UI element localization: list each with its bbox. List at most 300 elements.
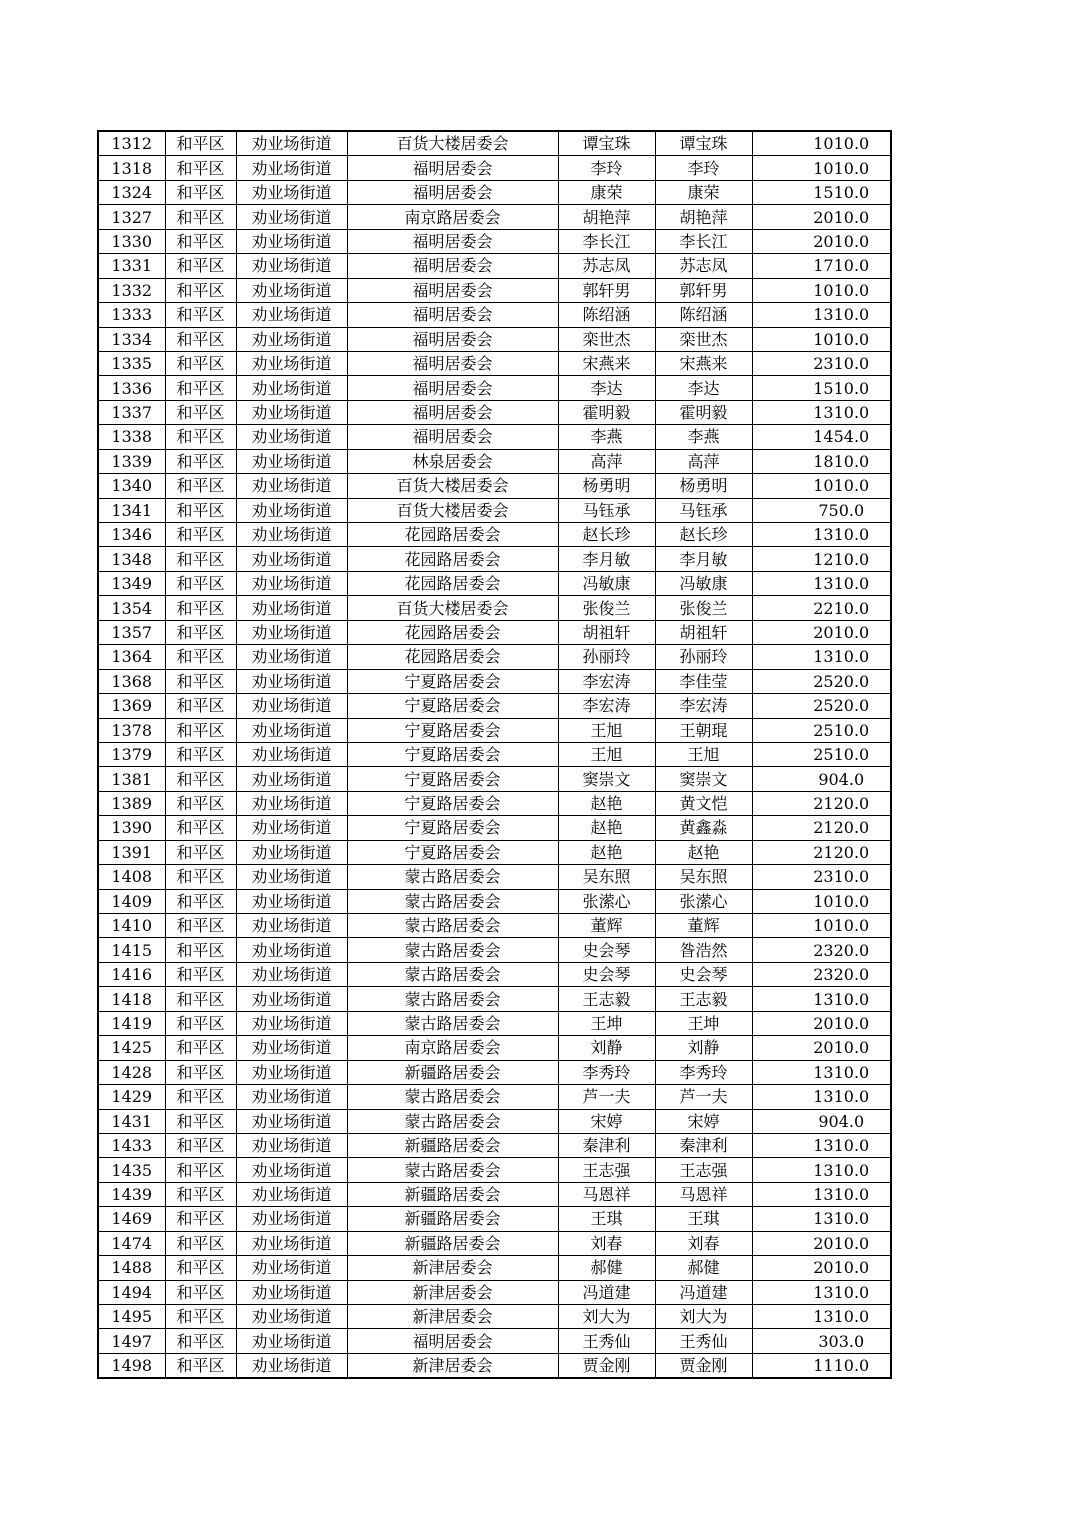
- record-id-cell: 1379: [98, 742, 165, 766]
- table-row: [98, 376, 891, 400]
- record-id-cell: 1497: [98, 1329, 165, 1353]
- record-id-cell: 1318: [98, 156, 165, 180]
- district-cell: 和平区: [165, 645, 236, 669]
- member-cell: 王秀仙: [655, 1329, 752, 1353]
- applicant-cell: 史会琴: [558, 938, 655, 962]
- street-cell: 劝业场街道: [236, 791, 347, 815]
- record-id-cell: 1346: [98, 523, 165, 547]
- record-id-cell: 1410: [98, 914, 165, 938]
- applicant-cell: 谭宝珠: [558, 131, 655, 156]
- member-cell: 胡艳萍: [655, 205, 752, 229]
- street-cell: 劝业场街道: [236, 131, 347, 156]
- member-cell: 李秀玲: [655, 1060, 752, 1084]
- amount-cell: 2120.0: [752, 840, 891, 864]
- record-id-cell: 1429: [98, 1085, 165, 1109]
- applicant-cell: 李长江: [558, 229, 655, 253]
- district-cell: 和平区: [165, 669, 236, 693]
- district-cell: 和平区: [165, 254, 236, 278]
- committee-cell: 新疆路居委会: [347, 1133, 558, 1157]
- district-cell: 和平区: [165, 205, 236, 229]
- committee-cell: 宁夏路居委会: [347, 718, 558, 742]
- member-cell: 刘静: [655, 1036, 752, 1060]
- amount-cell: 1310.0: [752, 571, 891, 595]
- district-cell: 和平区: [165, 620, 236, 644]
- member-cell: 苏志凤: [655, 254, 752, 278]
- district-cell: 和平区: [165, 303, 236, 327]
- amount-cell: 2520.0: [752, 694, 891, 718]
- table-row: [98, 1256, 891, 1280]
- applicant-cell: 李宏涛: [558, 669, 655, 693]
- district-cell: 和平区: [165, 791, 236, 815]
- street-cell: 劝业场街道: [236, 474, 347, 498]
- district-cell: 和平区: [165, 1305, 236, 1329]
- record-id-cell: 1341: [98, 498, 165, 522]
- amount-cell: 1454.0: [752, 425, 891, 449]
- applicant-cell: 郝健: [558, 1256, 655, 1280]
- amount-cell: 1010.0: [752, 889, 891, 913]
- amount-cell: 1010.0: [752, 156, 891, 180]
- street-cell: 劝业场街道: [236, 156, 347, 180]
- member-cell: 黄文恺: [655, 791, 752, 815]
- district-cell: 和平区: [165, 694, 236, 718]
- amount-cell: 2510.0: [752, 718, 891, 742]
- record-id-cell: 1354: [98, 596, 165, 620]
- table-row: [98, 327, 891, 351]
- applicant-cell: 赵长珍: [558, 523, 655, 547]
- street-cell: 劝业场街道: [236, 1036, 347, 1060]
- district-cell: 和平区: [165, 596, 236, 620]
- applicant-cell: 冯道建: [558, 1280, 655, 1304]
- applicant-cell: 胡祖轩: [558, 620, 655, 644]
- table-row: [98, 254, 891, 278]
- record-id-cell: 1368: [98, 669, 165, 693]
- street-cell: 劝业场街道: [236, 962, 347, 986]
- applicant-cell: 李玲: [558, 156, 655, 180]
- amount-cell: 2510.0: [752, 742, 891, 766]
- committee-cell: 百货大楼居委会: [347, 474, 558, 498]
- street-cell: 劝业场街道: [236, 1182, 347, 1206]
- committee-cell: 百货大楼居委会: [347, 131, 558, 156]
- district-cell: 和平区: [165, 180, 236, 204]
- street-cell: 劝业场街道: [236, 327, 347, 351]
- table-row: [98, 547, 891, 571]
- record-id-cell: 1469: [98, 1207, 165, 1231]
- committee-cell: 宁夏路居委会: [347, 791, 558, 815]
- member-cell: 刘春: [655, 1231, 752, 1255]
- member-cell: 李燕: [655, 425, 752, 449]
- member-cell: 冯敏康: [655, 571, 752, 595]
- amount-cell: 2010.0: [752, 229, 891, 253]
- street-cell: 劝业场街道: [236, 1109, 347, 1133]
- amount-cell: 2010.0: [752, 1231, 891, 1255]
- committee-cell: 花园路居委会: [347, 620, 558, 644]
- record-id-cell: 1415: [98, 938, 165, 962]
- member-cell: 李宏涛: [655, 694, 752, 718]
- record-id-cell: 1428: [98, 1060, 165, 1084]
- street-cell: 劝业场街道: [236, 1329, 347, 1353]
- record-id-cell: 1324: [98, 180, 165, 204]
- record-id-cell: 1336: [98, 376, 165, 400]
- amount-cell: 2320.0: [752, 962, 891, 986]
- record-id-cell: 1357: [98, 620, 165, 644]
- applicant-cell: 宋婷: [558, 1109, 655, 1133]
- table-row: [98, 1085, 891, 1109]
- table-row: [98, 156, 891, 180]
- amount-cell: 1310.0: [752, 523, 891, 547]
- district-cell: 和平区: [165, 571, 236, 595]
- member-cell: 张俊兰: [655, 596, 752, 620]
- committee-cell: 蒙古路居委会: [347, 1011, 558, 1035]
- table-row: [98, 1305, 891, 1329]
- table-row: [98, 645, 891, 669]
- member-cell: 宋燕来: [655, 351, 752, 375]
- committee-cell: 蒙古路居委会: [347, 987, 558, 1011]
- street-cell: 劝业场街道: [236, 596, 347, 620]
- record-id-cell: 1337: [98, 400, 165, 424]
- committee-cell: 宁夏路居委会: [347, 767, 558, 791]
- member-cell: 赵长珍: [655, 523, 752, 547]
- committee-cell: 蒙古路居委会: [347, 962, 558, 986]
- table-row: [98, 1109, 891, 1133]
- member-cell: 王志毅: [655, 987, 752, 1011]
- district-cell: 和平区: [165, 400, 236, 424]
- street-cell: 劝业场街道: [236, 718, 347, 742]
- street-cell: 劝业场街道: [236, 351, 347, 375]
- member-cell: 李玲: [655, 156, 752, 180]
- member-cell: 冯道建: [655, 1280, 752, 1304]
- street-cell: 劝业场街道: [236, 180, 347, 204]
- member-cell: 郭轩男: [655, 278, 752, 302]
- record-id-cell: 1331: [98, 254, 165, 278]
- table-row: [98, 449, 891, 473]
- member-cell: 芦一夫: [655, 1085, 752, 1109]
- amount-cell: 2120.0: [752, 816, 891, 840]
- record-id-cell: 1338: [98, 425, 165, 449]
- committee-cell: 百货大楼居委会: [347, 596, 558, 620]
- district-cell: 和平区: [165, 1182, 236, 1206]
- district-cell: 和平区: [165, 474, 236, 498]
- table-row: [98, 1329, 891, 1353]
- record-id-cell: 1435: [98, 1158, 165, 1182]
- applicant-cell: 赵艳: [558, 816, 655, 840]
- district-cell: 和平区: [165, 718, 236, 742]
- applicant-cell: 高萍: [558, 449, 655, 473]
- street-cell: 劝业场街道: [236, 229, 347, 253]
- member-cell: 霍明毅: [655, 400, 752, 424]
- table-row: [98, 131, 891, 156]
- applicant-cell: 郭轩男: [558, 278, 655, 302]
- record-id-cell: 1340: [98, 474, 165, 498]
- records-table-body: [98, 131, 891, 1378]
- amount-cell: 1110.0: [752, 1353, 891, 1378]
- table-row: [98, 229, 891, 253]
- amount-cell: 1310.0: [752, 1280, 891, 1304]
- applicant-cell: 康荣: [558, 180, 655, 204]
- table-row: [98, 180, 891, 204]
- member-cell: 贾金刚: [655, 1353, 752, 1378]
- amount-cell: 2520.0: [752, 669, 891, 693]
- district-cell: 和平区: [165, 1011, 236, 1035]
- street-cell: 劝业场街道: [236, 400, 347, 424]
- member-cell: 陈绍涵: [655, 303, 752, 327]
- record-id-cell: 1498: [98, 1353, 165, 1378]
- amount-cell: 1310.0: [752, 400, 891, 424]
- committee-cell: 蒙古路居委会: [347, 1158, 558, 1182]
- record-id-cell: 1339: [98, 449, 165, 473]
- committee-cell: 福明居委会: [347, 180, 558, 204]
- member-cell: 孙丽玲: [655, 645, 752, 669]
- district-cell: 和平区: [165, 1060, 236, 1084]
- record-id-cell: 1333: [98, 303, 165, 327]
- applicant-cell: 王琪: [558, 1207, 655, 1231]
- street-cell: 劝业场街道: [236, 1011, 347, 1035]
- district-cell: 和平区: [165, 327, 236, 351]
- member-cell: 黄鑫淼: [655, 816, 752, 840]
- table-row: [98, 278, 891, 302]
- member-cell: 高萍: [655, 449, 752, 473]
- table-row: [98, 742, 891, 766]
- table-row: [98, 914, 891, 938]
- applicant-cell: 贾金刚: [558, 1353, 655, 1378]
- table-row: [98, 351, 891, 375]
- committee-cell: 福明居委会: [347, 376, 558, 400]
- committee-cell: 蒙古路居委会: [347, 938, 558, 962]
- amount-cell: 1010.0: [752, 474, 891, 498]
- record-id-cell: 1348: [98, 547, 165, 571]
- amount-cell: 1010.0: [752, 278, 891, 302]
- committee-cell: 蒙古路居委会: [347, 889, 558, 913]
- street-cell: 劝业场街道: [236, 1085, 347, 1109]
- district-cell: 和平区: [165, 962, 236, 986]
- district-cell: 和平区: [165, 278, 236, 302]
- street-cell: 劝业场街道: [236, 1133, 347, 1157]
- applicant-cell: 刘静: [558, 1036, 655, 1060]
- member-cell: 谭宝珠: [655, 131, 752, 156]
- street-cell: 劝业场街道: [236, 1231, 347, 1255]
- table-row: [98, 694, 891, 718]
- applicant-cell: 孙丽玲: [558, 645, 655, 669]
- member-cell: 窦崇文: [655, 767, 752, 791]
- applicant-cell: 霍明毅: [558, 400, 655, 424]
- applicant-cell: 李秀玲: [558, 1060, 655, 1084]
- record-id-cell: 1488: [98, 1256, 165, 1280]
- district-cell: 和平区: [165, 742, 236, 766]
- street-cell: 劝业场街道: [236, 620, 347, 644]
- table-row: [98, 205, 891, 229]
- amount-cell: 1310.0: [752, 1060, 891, 1084]
- record-id-cell: 1389: [98, 791, 165, 815]
- applicant-cell: 赵艳: [558, 791, 655, 815]
- member-cell: 杨勇明: [655, 474, 752, 498]
- table-row: [98, 1133, 891, 1157]
- record-id-cell: 1391: [98, 840, 165, 864]
- member-cell: 昝浩然: [655, 938, 752, 962]
- applicant-cell: 王志强: [558, 1158, 655, 1182]
- record-id-cell: 1349: [98, 571, 165, 595]
- amount-cell: 2010.0: [752, 205, 891, 229]
- member-cell: 王旭: [655, 742, 752, 766]
- committee-cell: 宁夏路居委会: [347, 816, 558, 840]
- applicant-cell: 刘大为: [558, 1305, 655, 1329]
- record-id-cell: 1431: [98, 1109, 165, 1133]
- committee-cell: 福明居委会: [347, 156, 558, 180]
- district-cell: 和平区: [165, 523, 236, 547]
- committee-cell: 福明居委会: [347, 425, 558, 449]
- record-id-cell: 1409: [98, 889, 165, 913]
- street-cell: 劝业场街道: [236, 254, 347, 278]
- district-cell: 和平区: [165, 1353, 236, 1378]
- district-cell: 和平区: [165, 1133, 236, 1157]
- record-id-cell: 1474: [98, 1231, 165, 1255]
- district-cell: 和平区: [165, 1158, 236, 1182]
- member-cell: 李月敏: [655, 547, 752, 571]
- district-cell: 和平区: [165, 1085, 236, 1109]
- district-cell: 和平区: [165, 131, 236, 156]
- member-cell: 李长江: [655, 229, 752, 253]
- table-row: [98, 474, 891, 498]
- member-cell: 董辉: [655, 914, 752, 938]
- applicant-cell: 张俊兰: [558, 596, 655, 620]
- applicant-cell: 苏志凤: [558, 254, 655, 278]
- table-row: [98, 1280, 891, 1304]
- record-id-cell: 1390: [98, 816, 165, 840]
- committee-cell: 南京路居委会: [347, 1036, 558, 1060]
- amount-cell: 750.0: [752, 498, 891, 522]
- committee-cell: 福明居委会: [347, 303, 558, 327]
- amount-cell: 2120.0: [752, 791, 891, 815]
- member-cell: 马钰承: [655, 498, 752, 522]
- record-id-cell: 1419: [98, 1011, 165, 1035]
- record-id-cell: 1327: [98, 205, 165, 229]
- table-row: [98, 620, 891, 644]
- applicant-cell: 杨勇明: [558, 474, 655, 498]
- committee-cell: 蒙古路居委会: [347, 1085, 558, 1109]
- table-row: [98, 865, 891, 889]
- street-cell: 劝业场街道: [236, 205, 347, 229]
- amount-cell: 1310.0: [752, 1158, 891, 1182]
- table-row: [98, 962, 891, 986]
- record-id-cell: 1369: [98, 694, 165, 718]
- member-cell: 康荣: [655, 180, 752, 204]
- applicant-cell: 李月敏: [558, 547, 655, 571]
- district-cell: 和平区: [165, 840, 236, 864]
- member-cell: 吴东照: [655, 865, 752, 889]
- amount-cell: 1010.0: [752, 914, 891, 938]
- committee-cell: 福明居委会: [347, 1329, 558, 1353]
- street-cell: 劝业场街道: [236, 1256, 347, 1280]
- street-cell: 劝业场街道: [236, 523, 347, 547]
- street-cell: 劝业场街道: [236, 865, 347, 889]
- amount-cell: 1310.0: [752, 303, 891, 327]
- table-row: [98, 1353, 891, 1378]
- amount-cell: 2010.0: [752, 620, 891, 644]
- street-cell: 劝业场街道: [236, 449, 347, 473]
- member-cell: 李佳莹: [655, 669, 752, 693]
- applicant-cell: 宋燕来: [558, 351, 655, 375]
- street-cell: 劝业场街道: [236, 1060, 347, 1084]
- street-cell: 劝业场街道: [236, 938, 347, 962]
- table-row: [98, 1011, 891, 1035]
- record-id-cell: 1495: [98, 1305, 165, 1329]
- amount-cell: 1010.0: [752, 131, 891, 156]
- committee-cell: 花园路居委会: [347, 523, 558, 547]
- committee-cell: 福明居委会: [347, 229, 558, 253]
- street-cell: 劝业场街道: [236, 889, 347, 913]
- street-cell: 劝业场街道: [236, 987, 347, 1011]
- record-id-cell: 1425: [98, 1036, 165, 1060]
- member-cell: 张潆心: [655, 889, 752, 913]
- committee-cell: 花园路居委会: [347, 547, 558, 571]
- member-cell: 栾世杰: [655, 327, 752, 351]
- amount-cell: 904.0: [752, 1109, 891, 1133]
- table-row: [98, 791, 891, 815]
- committee-cell: 南京路居委会: [347, 205, 558, 229]
- applicant-cell: 马恩祥: [558, 1182, 655, 1206]
- applicant-cell: 史会琴: [558, 962, 655, 986]
- street-cell: 劝业场街道: [236, 1158, 347, 1182]
- amount-cell: 2310.0: [752, 865, 891, 889]
- table-row: [98, 1060, 891, 1084]
- table-row: [98, 523, 891, 547]
- street-cell: 劝业场街道: [236, 1280, 347, 1304]
- applicant-cell: 胡艳萍: [558, 205, 655, 229]
- record-id-cell: 1408: [98, 865, 165, 889]
- street-cell: 劝业场街道: [236, 571, 347, 595]
- member-cell: 郝健: [655, 1256, 752, 1280]
- street-cell: 劝业场街道: [236, 669, 347, 693]
- applicant-cell: 王坤: [558, 1011, 655, 1035]
- applicant-cell: 窦崇文: [558, 767, 655, 791]
- street-cell: 劝业场街道: [236, 914, 347, 938]
- amount-cell: 1310.0: [752, 1207, 891, 1231]
- committee-cell: 新疆路居委会: [347, 1207, 558, 1231]
- committee-cell: 福明居委会: [347, 327, 558, 351]
- applicant-cell: 秦津利: [558, 1133, 655, 1157]
- applicant-cell: 李燕: [558, 425, 655, 449]
- district-cell: 和平区: [165, 351, 236, 375]
- record-id-cell: 1418: [98, 987, 165, 1011]
- district-cell: 和平区: [165, 376, 236, 400]
- record-id-cell: 1364: [98, 645, 165, 669]
- applicant-cell: 赵艳: [558, 840, 655, 864]
- applicant-cell: 王旭: [558, 718, 655, 742]
- street-cell: 劝业场街道: [236, 767, 347, 791]
- district-cell: 和平区: [165, 1329, 236, 1353]
- table-row: [98, 400, 891, 424]
- district-cell: 和平区: [165, 987, 236, 1011]
- district-cell: 和平区: [165, 156, 236, 180]
- district-cell: 和平区: [165, 1256, 236, 1280]
- street-cell: 劝业场街道: [236, 694, 347, 718]
- amount-cell: 1810.0: [752, 449, 891, 473]
- committee-cell: 林泉居委会: [347, 449, 558, 473]
- amount-cell: 1310.0: [752, 1182, 891, 1206]
- applicant-cell: 李达: [558, 376, 655, 400]
- street-cell: 劝业场街道: [236, 742, 347, 766]
- district-cell: 和平区: [165, 425, 236, 449]
- committee-cell: 福明居委会: [347, 254, 558, 278]
- amount-cell: 1510.0: [752, 376, 891, 400]
- amount-cell: 2320.0: [752, 938, 891, 962]
- district-cell: 和平区: [165, 1231, 236, 1255]
- table-row: [98, 1182, 891, 1206]
- table-row: [98, 1207, 891, 1231]
- table-row: [98, 767, 891, 791]
- street-cell: 劝业场街道: [236, 840, 347, 864]
- member-cell: 史会琴: [655, 962, 752, 986]
- district-cell: 和平区: [165, 1207, 236, 1231]
- district-cell: 和平区: [165, 914, 236, 938]
